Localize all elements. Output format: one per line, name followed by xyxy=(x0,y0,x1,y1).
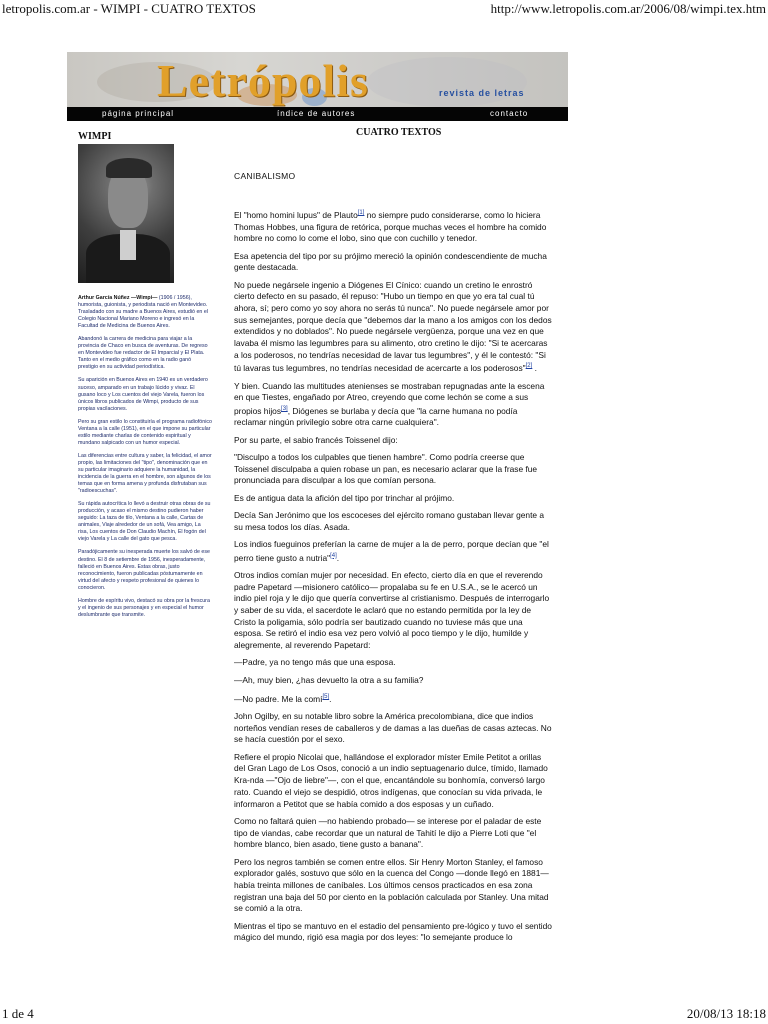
footnote-link[interactable]: [2] xyxy=(525,363,533,370)
site-logo[interactable]: Letrópolis xyxy=(157,55,369,106)
print-page-number: 1 de 4 xyxy=(2,1006,34,1021)
portrait-shirt xyxy=(120,230,136,260)
print-header-title: letropolis.com.ar - WIMPI - CUATRO TEXTOS xyxy=(2,1,256,16)
nav-bar xyxy=(67,107,568,121)
bio-paragraph xyxy=(78,501,212,543)
article-body xyxy=(234,208,552,968)
article-paragraph: John Ogilby, en su notable libro sobre la América precolombiana, dice que indios norteños vendían reses de caballeros y de damas a las dueñas de casas aztecas. No se hacía cuestión por el sexo. xyxy=(234,711,552,745)
footnote-link[interactable]: [5] xyxy=(322,693,330,700)
site-tagline: revista de letras xyxy=(439,88,525,98)
article-paragraph: Y bien. Cuando las multitudes atenienses se mostraban repugnadas ante la escena en que Tiestes, engañado por Atreo, creyendo que come lechón se come a sus propios hijos[3], Diógenes se burlaba y decía que "la carne humana no podía reclamar ningún privilegio sobre otra carne cualquiera". xyxy=(234,380,545,428)
bio-text: (1906 / 1956), humorista, guionista, y periodista nació en Montevideo. Trasladado con su madre a Buenos Aires, estudió en el Colegio Nacional Mariano Moreno e ingresó en la Facultad de Medicina de Buenos Aires. xyxy=(78,295,208,330)
print-header-url: http://www.letropolis.com.ar/2006/08/wimpi.tex.htm xyxy=(490,1,766,16)
banner-texture xyxy=(367,57,527,107)
article-paragraph: Decía San Jerónimo que los escoceses del ejército romano gustaban llevar gente a su mesa todos los días. Asada. xyxy=(234,510,545,532)
article-paragraph: —No padre. Me la comí[5]. xyxy=(234,693,332,704)
nav-link-authors[interactable]: índice de autores xyxy=(277,109,356,118)
bio-text: Su rápida autocrítica lo llevó a destruir otras obras de su producción, y acaso el mismo destino pudieron haber seguido: La taza de tilo, Ventana a la calle, Cartas de animales, Viaje alrededor de un sofá, Vea amigo, La risa, Los cuentos de Don Claudio Machín, El fogón del viejo Varela y La calle del gato que pesca. xyxy=(78,501,211,543)
article-paragraph: Refiere el propio Nicolai que, hallándose el explorador míster Emile Petitot a orillas del Gran Lago de Los Osos, conoció a un indio septuagenario dulce, tímido, llamado Kra-nda —"Ojo de liebre"—, con el que, encantándole su bonhomía, conversó largo rato. Cuando el viejo se despidió, otros indígenas, que conocían su vida privada, le informaron a Petitot que se había comido a dos esposas y un cuñado. xyxy=(234,751,548,809)
bio-paragraph xyxy=(78,598,212,619)
footnote-link[interactable]: [4] xyxy=(330,552,337,559)
article-paragraph: Los indios fueguinos preferían la carne de mujer a la de perro, porque decían que "el perro tiene gusto a nutria"[4]. xyxy=(234,539,549,563)
bio-text: Hombre de espíritu vivo, destacó su obra por la frescura y el ingenio de sus personajes y en especial el humor deslumbrante que transmite. xyxy=(78,597,210,618)
footnote-link[interactable]: [3] xyxy=(281,405,288,412)
bio-paragraph xyxy=(78,377,212,412)
article-paragraph: Es de antigua data la afición del tipo por trinchar al prójimo. xyxy=(234,492,455,503)
nav-link-home[interactable]: página principal xyxy=(102,109,175,118)
bio-paragraph xyxy=(78,549,212,591)
author-name: WIMPI xyxy=(78,131,112,142)
portrait-hair xyxy=(106,158,152,178)
bio-paragraph xyxy=(78,419,212,447)
author-portrait xyxy=(78,144,174,283)
print-timestamp: 20/08/13 18:18 xyxy=(686,1006,766,1021)
bio-text: Su aparición en Buenos Aires en 1940 es un verdadero suceso, amparado en un trabajo lúcido y vivaz. El gusano loco y Los cuentos del viejo Varela, fueron los únicos libros publicados de Wimpi, producto de sus propias vacilaciones. xyxy=(78,377,208,412)
article-paragraph: El "homo homini lupus" de Plauto[1] no siempre pudo considerarse, como lo hiciera Thomas Hobbes, una figura de retórica, porque muchas veces el hombre ha comido hombre no como lo come el lobo, sino que con cuchillo y tenedor. xyxy=(234,209,547,244)
article-paragraph: Por su parte, el sabio francés Toissenel dijo: xyxy=(234,434,398,445)
article-paragraph: "Disculpo a todos los culpables que tienen hambre". Como podría creerse que Toissenel disculpaba a quien robase un pan, es necesario aclarar que la frase fue pronunciada para disculpar a los que comían persona. xyxy=(234,452,538,486)
bio-paragraph xyxy=(78,453,212,495)
article-paragraph: No puede negársele ingenio a Diógenes El Cínico: cuando un cretino le enrostró cierto defecto en su pasado, él repuso: "Hubo un tiempo en que yo era tal cual tú ahora, sí; pero como yo soy ahora no serás tú nunca". No puede negársele amor por sus semejantes, porque decía que "debemos dar la mano a los amigos con los dedos extendidos y no doblados". No puede negársele vergüenza, porque una vez en que lavaba él mismo las legumbres para su alimento, otro cretino le dijo: "Si te acercaras a los poderosos, no tendrías necesidad de lavar tus legumbres", y él le contestó: "Si tú lavaras tus legumbres, no tendrías necesidad de acercarte a los poderosos"[2] . xyxy=(234,279,552,374)
article-paragraph: Otros indios comían mujer por necesidad. En efecto, cierto día en que el reverendo padre Papetard —misionero católico— propalaba su fe en U.S.A., se le acercó un indio piel roja y le dijo que quería convertirse al cristianismo. Después de interrogarlo y saber de su vida, el sacerdote le aclaró que no estando permitida por la ley de Cristo la poligamia, sólo podría ser bautizado cuando no tuviese más que una esposa. Se retiró el indio esa vez pero volvió al poco tiempo y le dijo, humilde y alegremente, al reverendo Papetard: xyxy=(234,569,550,651)
footnote-link[interactable]: [1] xyxy=(357,210,365,216)
article-paragraph: Como no faltará quien —no habiendo probado— se interese por el paladar de este tipo de viandas, cabe recordar que un natural de Tahití le dijo a Pierre Loti que "el hombre blanco, bien asado, tiene gusto a banana". xyxy=(234,815,542,850)
article-paragraph: Pero los negros también se comen entre ellos. Sir Henry Morton Stanley, el famoso explorador galés, sostuvo que sólo en la cuenca del Congo —donde llegó en 1881— había treinta millones de caníbales. Los últimos censos practicados en esa zona registran una baja del 50 por ciento en la población calculada por Stanley. Una mitad se comió a la otra. xyxy=(234,856,549,914)
bio-text: Paradójicamente su inesperada muerte los salvó de ese destino. El 8 de setiembre de 1956, inesperadamente, falleció en Buenos Aires. Estas obras, justo reconocimiento, fueron publicadas póstumamente en virtud del afecto y respeto profesional de quienes lo conocieron. xyxy=(78,549,210,591)
bio-text: Abandonó la carrera de medicina para viajar a la provincia de Chaco en busca de aventuras. De regreso en Montevideo fue redactor de El Imparcial y El Plata. Tanto en el medio gráfico como en la radio ganó prestigio en su actividad periodística. xyxy=(78,336,208,371)
article-title: CUATRO TEXTOS xyxy=(356,127,442,138)
bio-text: Pero su gran estilo lo constituiría el programa radiofónico Ventana a la calle (1951), en el que impone su particular estilo mediante charlas de contenido espiritual y mundano salpicado con un humor especial. xyxy=(78,418,212,446)
bio-text: Las diferencias entre cultura y saber, la felicidad, el amor propio, las limitaciones del "tipo", denominación que en su particular imaginario adquiere la humanidad, la incidencia de la guerra en el hombre, son algunos de los temas que en forma amena y profunda disfrutaban sus "radioescuchas". xyxy=(78,452,212,495)
article-paragraph: —Padre, ya no tengo más que una esposa. xyxy=(234,657,396,668)
author-bio xyxy=(78,295,212,625)
article-paragraph: —Ah, muy bien, ¿has devuelto la otra a su familia? xyxy=(234,674,424,685)
bio-paragraph xyxy=(78,336,212,371)
bio-paragraph xyxy=(78,295,212,330)
site-banner[interactable] xyxy=(67,52,568,107)
nav-link-contact[interactable]: contacto xyxy=(490,109,529,118)
article-paragraph: Mientras el tipo se mantuvo en el estadio del pensamiento pre-lógico y tuvo el sentido mágico del mundo, rigió esa magia por dos leyes: "lo semejante produce lo xyxy=(234,920,552,943)
bio-author-fullname: Arthur García Núñez —Wimpi— xyxy=(78,295,158,301)
article-paragraph: Esa apetencia del tipo por su prójimo mereció la opinión condescendiente de mucha gente destacada. xyxy=(234,250,547,273)
section-title: CANIBALISMO xyxy=(234,171,296,181)
